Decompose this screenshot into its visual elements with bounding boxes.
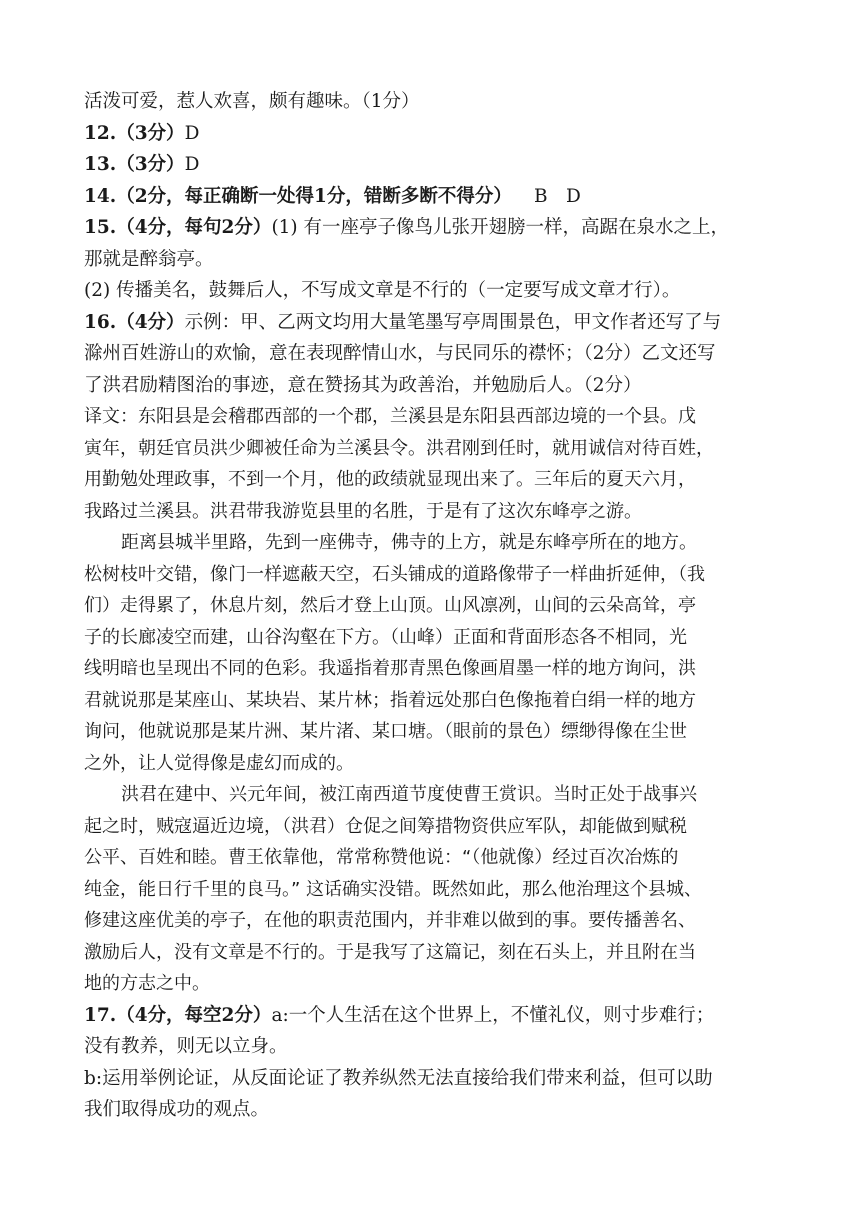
question-number: 15. (84, 217, 117, 238)
question-number: 13. (84, 154, 117, 175)
translation-line: 之外，让人觉得像是虚幻而成的。 (84, 752, 354, 774)
answer-q17-line2: 没有教养，则无以立身。 (84, 1036, 288, 1057)
translation-line: 寅年，朝廷官员洪少卿被任命为兰溪县令。洪君刚到任时，就用诚信对待百姓， (84, 437, 714, 459)
translation-line: 修建这座优美的亭子，在他的职责范围内，并非难以做到的事。要传播善名、 (84, 910, 696, 931)
answer-q17-line3: b:运用举例论证，从反面论证了教养纵然无法直接给我们带来利益，但可以助 (84, 1067, 713, 1089)
answer-line-q11-tail: 活泼可爱，惹人欢喜，颇有趣味。（1分） (84, 91, 420, 112)
translation-line: 用勤勉处理政事，不到一个月，他的政绩就显现出来了。三年后的夏天六月， (84, 469, 696, 490)
translation-line: 距离县城半里路，先到一座佛寺，佛寺的上方，就是东峰亭所在的地方。 (121, 532, 697, 553)
translation-line: 纯金，能日行千里的良马。” 这话确实没错。既然如此，那么他治理这个县城、 (84, 878, 703, 900)
answer-q13 (84, 149, 796, 181)
question-score: （3分） (116, 122, 185, 144)
answer-q14 (84, 181, 796, 213)
translation-line: 子的长廊凌空而建，山谷沟壑在下方。（山峰）正面和背面形态各不相同，光 (84, 626, 687, 648)
translation-line: 们）走得累了，休息片刻，然后才登上山顶。山风凛冽，山间的云朵高耸，亭 (84, 595, 696, 616)
question-score: （2分，每正确断一处得1分，错断多断不得分） (116, 185, 512, 207)
answer-text: B D (533, 185, 581, 207)
answer-document (84, 86, 796, 1126)
translation-line: 译文：东阳县是会稽郡西部的一个郡，兰溪县是东阳县西部边境的一个县。戊 (84, 406, 696, 427)
translation-line: 我路过兰溪县。洪君带我游览县里的名胜，于是有了这次东峰亭之游。 (84, 500, 642, 522)
question-score: （4分） (116, 311, 185, 333)
answer-q16-line1 (84, 307, 796, 339)
question-number: 12. (84, 122, 117, 144)
answer-q17-line1 (84, 1000, 796, 1032)
question-score: （3分） (116, 154, 185, 175)
question-number: 14. (84, 185, 117, 207)
answer-q15-line1 (84, 212, 796, 244)
answer-text: D (184, 154, 200, 175)
question-number: 16. (84, 311, 117, 333)
translation-line: 公平、百姓和睦。曹王依靠他，常常称赞他说：“（他就像）经过百次冶炼的 (84, 847, 679, 868)
translation-line: 询问，他就说那是某片洲、某片渚、某口塘。（眼前的景色）缥缈得像在尘世 (84, 721, 687, 742)
answer-q15-line3: (2) 传播美名，鼓舞后人，不写成文章是不行的（一定要写成文章才行）。 (84, 280, 681, 301)
translation-line: 地的方志之中。 (84, 973, 210, 994)
answer-text: 示例：甲、乙两文均用大量笔墨写亭周围景色，甲文作者还写了与 (184, 311, 722, 333)
translation-line: 线明暗也呈现出不同的色彩。我遥指着那青黑色像画眉墨一样的地方询问，洪 (84, 658, 696, 679)
answer-text: a:一个人生活在这个世界上，不懂礼仪，则寸步难行； (271, 1004, 715, 1026)
translation-line: 激励后人，没有文章是不行的。于是我写了这篇记，刻在石头上，并且附在当 (84, 941, 696, 963)
answer-q16-line2: 滁州百姓游山的欢愉，意在表现醉情山水，与民同乐的襟怀；（2分）乙文还写 (84, 343, 716, 364)
translation-line: 君就说那是某座山、某块岩、某片林；指着远处那白色像拖着白绢一样的地方 (84, 689, 696, 711)
question-score: （4分，每空2分） (116, 1004, 272, 1026)
answer-q17-line4: 我们取得成功的观点。 (84, 1099, 270, 1120)
translation-line: 松树枝叶交错，像门一样遮蔽天空，石头铺成的道路像带子一样曲折延伸，（我 (84, 563, 705, 585)
answer-q12 (84, 118, 796, 150)
answer-q15-line2: 那就是醉翁亭。 (84, 248, 214, 270)
answer-text: D (184, 122, 200, 144)
translation-line: 起之时，贼寇逼近边境，（洪君）仓促之间筹措物资供应军队，却能做到赋税 (84, 815, 687, 837)
translation-line: 洪君在建中、兴元年间，被江南西道节度使曹王赏识。当时正处于战事兴 (121, 784, 697, 805)
answer-q16-line3: 了洪君励精图治的事迹，意在赞扬其为政善治，并勉励后人。（2分） (84, 374, 642, 396)
question-score: （4分，每句2分） (116, 217, 272, 238)
answer-text: (1) 有一座亭子像鸟儿张开翅膀一样，高踞在泉水之上， (271, 217, 730, 238)
question-number: 17. (84, 1004, 117, 1026)
